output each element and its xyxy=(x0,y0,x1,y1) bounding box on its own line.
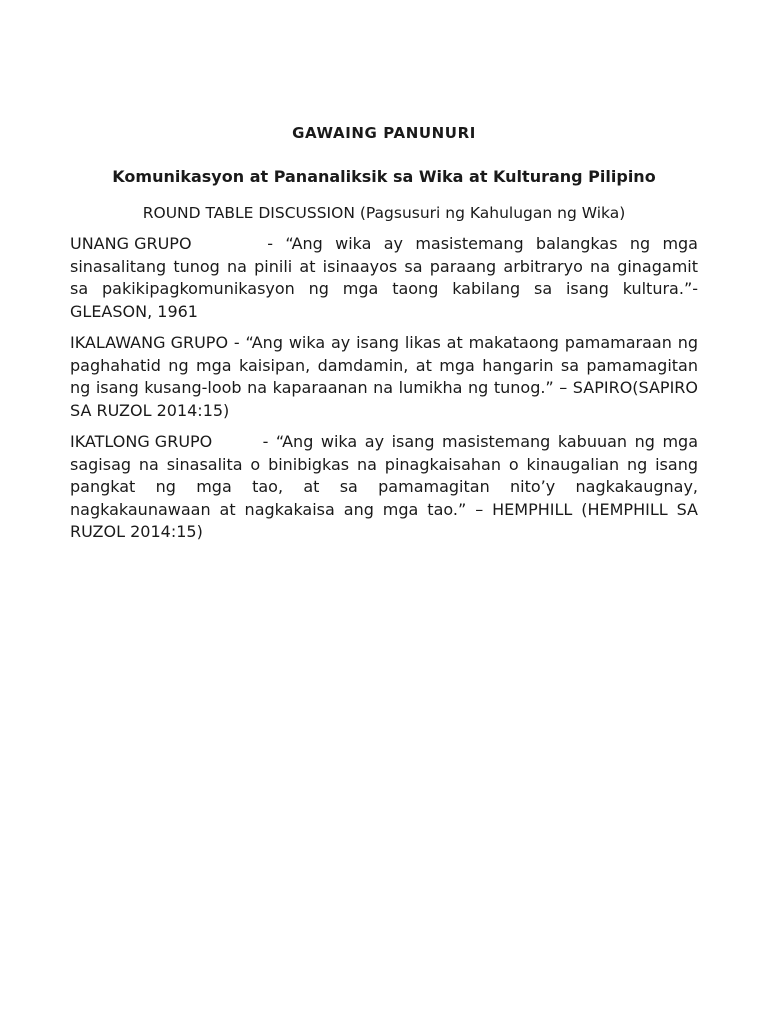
group-text-3: - “Ang wika ay isang masistemang kabuuan ng mga sagisag na sinasalita o binibigkas na pinagkaisahan o kinaugalian ng isang pangkat ng mga tao, at sa pamamagitan nito’y nagkakaugnay, nagkakaunawaan at nagkakaisa ang mga tao.” – HEMPHILL (HEMPHILL SA RUZOL 2014:15) xyxy=(70,432,699,541)
group-paragraph-2 xyxy=(70,332,698,422)
group-name-3: IKATLONG GRUPO xyxy=(70,432,213,451)
document-title: GAWAING PANUNURI xyxy=(292,124,476,142)
group-text-2: - “Ang wika ay isang likas at makataong pamamaraan ng paghahatid ng mga kaisipan, damdamin, at mga hangarin sa pamamagitan ng isang kusang-loob na kaparaanan na lumikha ng tunog.” – SAPIRO(SAPIRO SA RUZOL 2014:15) xyxy=(70,333,698,420)
group-name-2: IKALAWANG GRUPO xyxy=(70,333,229,352)
group-name-1: UNANG GRUPO xyxy=(70,234,192,253)
group-text-1: - “Ang wika ay masistemang balangkas ng mga sinasalitang tunog na pinili at isinaayos sa paraang arbitraryo na ginagamit sa pakikipagkomunikasyon ng mga taong kabilang sa isang kultura.”- GLEASON, 1961 xyxy=(70,234,698,321)
section-heading: ROUND TABLE DISCUSSION (Pagsusuri ng Kahulugan ng Wika) xyxy=(142,204,626,222)
document-page xyxy=(70,118,698,553)
group-paragraph-1 xyxy=(70,233,698,323)
group-paragraph-3 xyxy=(70,431,698,544)
document-subtitle: Komunikasyon at Pananaliksik sa Wika at Kulturang Pilipino xyxy=(112,167,656,186)
